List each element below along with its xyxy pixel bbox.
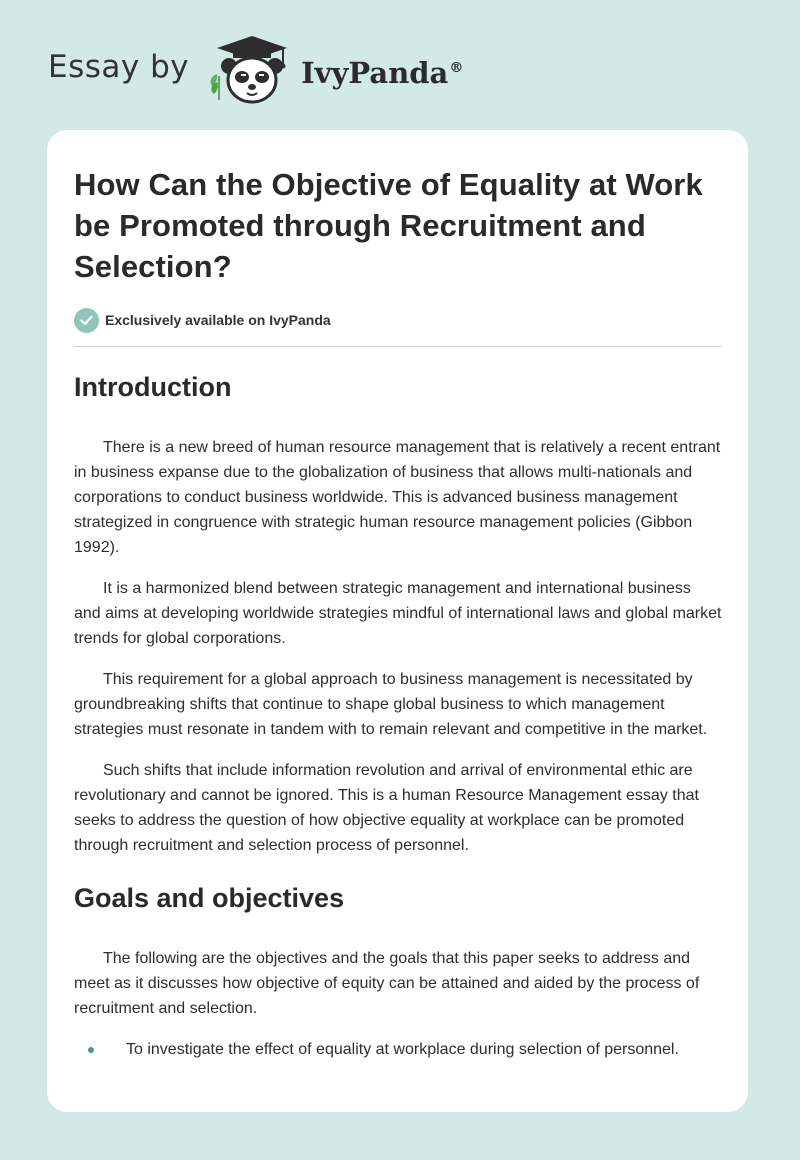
section-introduction — [74, 369, 722, 858]
list-item — [74, 1037, 722, 1062]
availability-text: Exclusively available on IvyPanda — [105, 312, 331, 328]
bullet-icon — [88, 1047, 94, 1053]
page-title: How Can the Objective of Equality at Work be Promoted through Recruitment and Selection? — [74, 167, 703, 284]
paragraph: Such shifts that include information revolution and arrival of environmental ethic are revolutionary and cannot be ignored. This is a human Resource Management essay that seeks to address the question of how objective equality at workplace can be promoted through recruitment and selection process of personnel. — [74, 762, 699, 854]
paragraph: This requirement for a global approach to business management is necessitated by groundbreaking shifts that continue to shape global business to which management strategies must resonate in tandem with to remain relevant and competitive in the market. — [74, 671, 708, 738]
list-item-text: To investigate the effect of equality at workplace during selection of personnel. — [126, 1041, 679, 1058]
site-header — [48, 30, 463, 110]
paragraph: It is a harmonized blend between strategic management and international business and aims at developing worldwide strategies mindful of international laws and global market trends for global corporations. — [74, 580, 722, 647]
availability-badge — [74, 307, 722, 333]
section-heading: Introduction — [74, 372, 232, 402]
panda-graduation-cap-icon[interactable] — [207, 30, 297, 110]
brand-name-text: IvyPanda — [301, 56, 449, 90]
registered-mark: ® — [449, 60, 464, 77]
essay-card — [47, 130, 748, 1112]
brand-prefix: Essay by — [48, 49, 190, 85]
brand-name[interactable] — [301, 56, 463, 90]
section-goals-and-objectives — [74, 880, 722, 1062]
paragraph: The following are the objectives and the goals that this paper seeks to address and meet as it discusses how objective of equity can be attained and aided by the process of recruitment and selection. — [74, 950, 700, 1017]
title-divider — [74, 346, 722, 347]
check-icon — [74, 308, 99, 333]
objectives-list — [74, 1037, 722, 1062]
ivy-leaf-icon — [211, 74, 219, 100]
section-heading: Goals and objectives — [74, 883, 345, 913]
paragraph: There is a new breed of human resource management that is relatively a recent entrant in business expanse due to the globalization of business that allows multi-nationals and corporations to conduct business worldwide. This is advanced business management strategized in congruence with strategic human resource management policies (Gibbon 1992). — [74, 439, 721, 556]
